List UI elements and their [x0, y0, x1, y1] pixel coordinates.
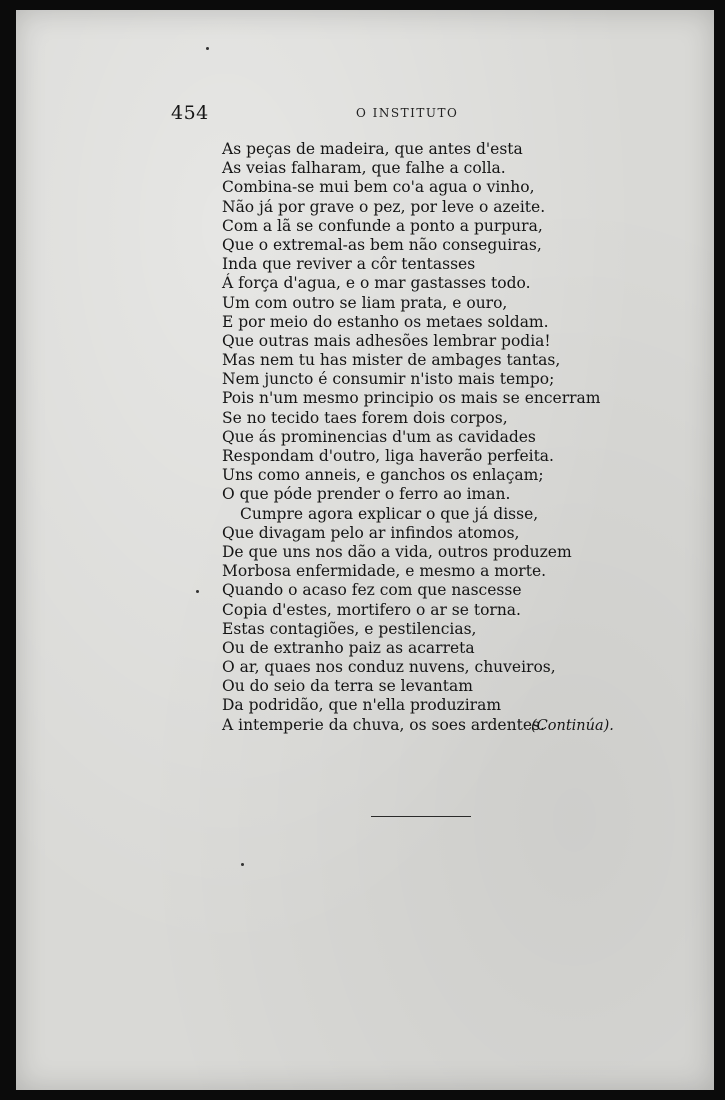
- poem-line: Da podridão, que n'ella produziram: [222, 696, 502, 715]
- poem-line: Ou de extranho paiz as acarreta: [222, 638, 475, 657]
- poem-line: Que ás prominencias d'um as cavidades: [222, 427, 536, 446]
- poem-line: Que o extremal-as bem não conseguiras,: [222, 235, 542, 254]
- poem-line: Copia d'estes, mortifero o ar se torna.: [222, 600, 521, 619]
- page-number: 454: [171, 102, 209, 124]
- book-page: [16, 10, 714, 1090]
- ink-speck: [196, 590, 199, 593]
- poem-line: Á força d'agua, e o mar gastasses todo.: [222, 274, 531, 293]
- poem-line: O que póde prender o ferro ao iman.: [222, 485, 511, 504]
- poem-line: Estas contagiões, e pestilencias,: [222, 619, 477, 638]
- poem-line: Que divagam pelo ar infindos atomos,: [222, 523, 520, 542]
- poem-line: Um com outro se liam prata, e ouro,: [222, 293, 508, 312]
- poem-text: [222, 140, 632, 735]
- poem-line: Mas nem tu has mister de ambages tantas,: [222, 351, 561, 370]
- poem-line: Inda que reviver a côr tentasses: [222, 255, 476, 274]
- poem-line: De que uns nos dão a vida, outros produzem: [222, 542, 572, 561]
- ink-speck: [241, 863, 244, 866]
- poem-line: Uns como anneis, e ganchos os enlaçam;: [222, 466, 544, 485]
- poem-line: Se no tecido taes forem dois corpos,: [222, 408, 508, 427]
- section-divider: [371, 816, 471, 817]
- poem-line: Ou do seio da terra se levantam: [222, 677, 473, 696]
- poem-line: Com a lã se confunde a ponto a purpura,: [222, 216, 543, 235]
- poem-line: A intemperie da chuva, os soes ardentes.: [222, 715, 545, 734]
- poem-line: Pois n'um mesmo principio os mais se encerram: [222, 389, 601, 408]
- ink-speck: [206, 47, 209, 50]
- page-header: [171, 102, 461, 126]
- poem-line: Combina-se mui bem co'a agua o vinho,: [222, 178, 535, 197]
- poem-line: Quando o acaso fez com que nascesse: [222, 581, 522, 600]
- poem-line: Cumpre agora explicar o que já disse,: [240, 504, 539, 523]
- poem-line: Nem juncto é consumir n'isto mais tempo;: [222, 370, 555, 389]
- poem-line: E por meio do estanho os metaes soldam.: [222, 312, 549, 331]
- poem-line: Não já por grave o pez, por leve o azeite.: [222, 197, 546, 216]
- poem-line: Respondam d'outro, liga haverão perfeita.: [222, 447, 554, 465]
- poem-line: Que outras mais adhesões lembrar podia!: [222, 331, 551, 350]
- running-title: O INSTITUTO: [356, 106, 459, 120]
- poem-line: As peças de madeira, que antes d'esta: [222, 140, 523, 158]
- poem-line: As veias falharam, que falhe a colla.: [222, 159, 506, 178]
- continuation-note: (Continúa).: [531, 718, 614, 734]
- poem-line: Morbosa enfermidade, e mesmo a morte.: [222, 562, 547, 581]
- poem-line: O ar, quaes nos conduz nuvens, chuveiros,: [222, 658, 556, 677]
